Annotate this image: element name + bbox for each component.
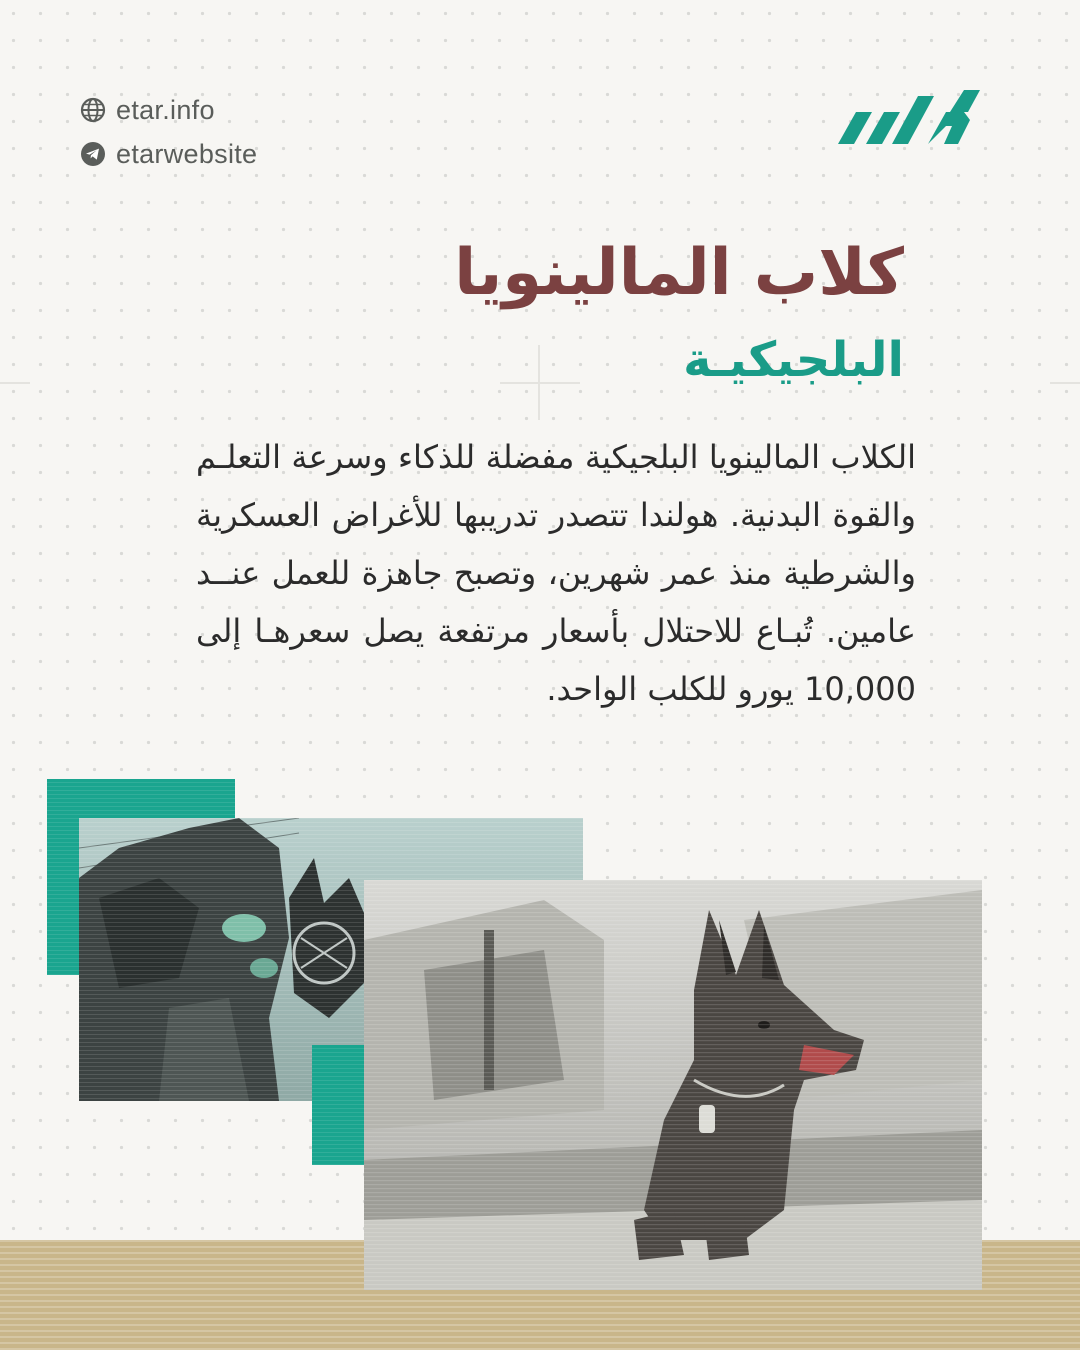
- globe-icon: [80, 97, 106, 123]
- decor-line: [1050, 382, 1080, 384]
- malinois-dog-on-vehicle-photo: [364, 880, 982, 1290]
- contact-list: [80, 88, 257, 176]
- telegram-contact[interactable]: [80, 132, 257, 176]
- etar-logo[interactable]: [832, 82, 992, 154]
- website-text: etar.info: [116, 94, 215, 125]
- telegram-icon: [80, 141, 106, 167]
- body-paragraph: الكلاب المالينويا البلجيكية مفضلة للذكاء وسرعة التعلـم والقوة البدنية. هولندا تتصدر تدريبها للأغراض العسكرية والشرطية منذ عمر شهرين، وتصبح جاهزة للعمل عنــد عامين. تُبـاع للاحتلال بأسعار مرتفعة يصل سعرهـا إلى 10,000 يورو للكلب الواحد.: [196, 438, 916, 708]
- telegram-text: etarwebsite: [116, 138, 258, 169]
- decor-line: [0, 382, 30, 384]
- decor-line: [500, 382, 580, 384]
- decor-line: [538, 345, 540, 420]
- page-subtitle: البلجيكيـة: [683, 332, 904, 388]
- website-contact[interactable]: [80, 88, 257, 132]
- page-title: كلاب المالينويا: [454, 236, 904, 310]
